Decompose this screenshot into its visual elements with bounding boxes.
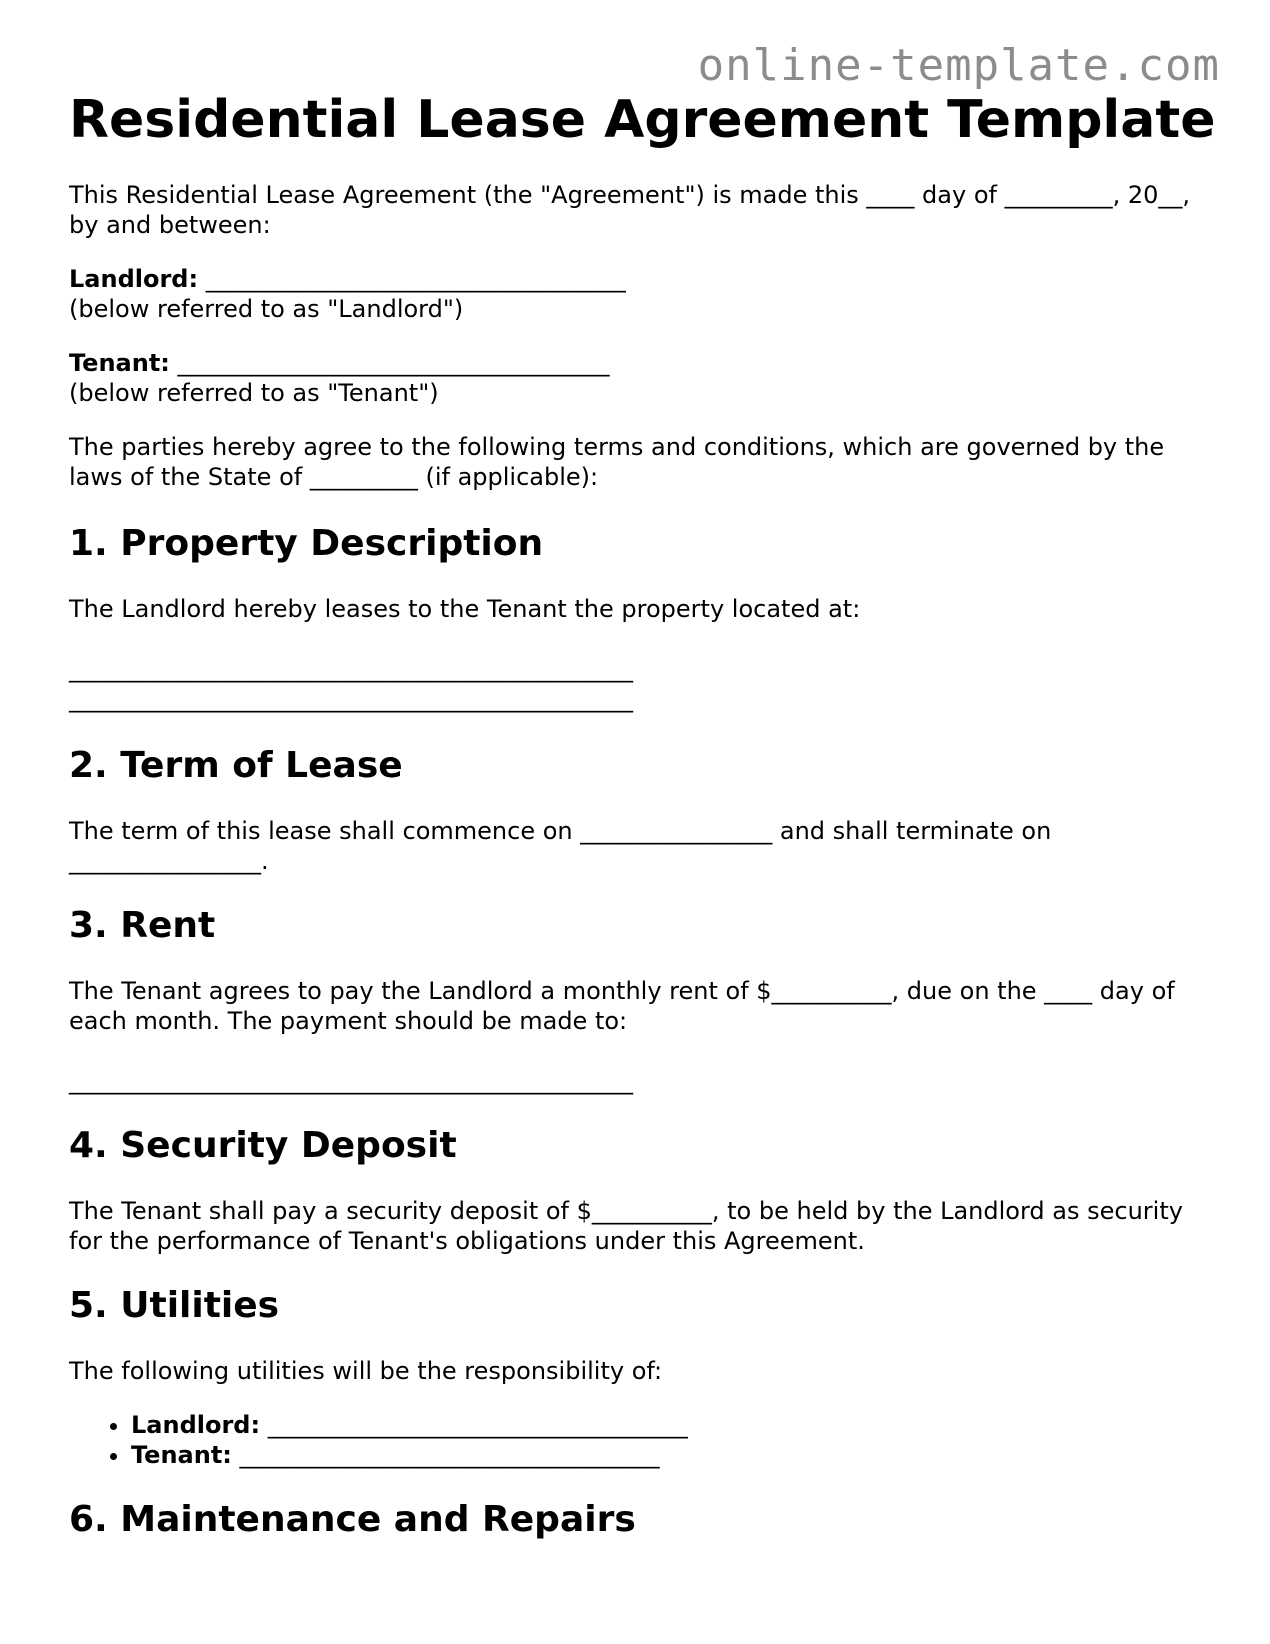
governing-law-paragraph: The parties hereby agree to the following terms and conditions, which are governed by the laws of the State of _________ (if applicable):: [69, 433, 1165, 491]
tenant-party: [69, 348, 1219, 408]
section-heading-deposit: 4. Security Deposit: [69, 1125, 457, 1166]
landlord-party: [69, 264, 1219, 324]
landlord-label: Landlord:: [69, 265, 199, 293]
property-address-line-2: _______________________________________________: [69, 685, 633, 713]
document-body: [69, 88, 1219, 1542]
rent-payee-line: _______________________________________________: [69, 1067, 633, 1095]
property-address-lines: [69, 654, 1219, 714]
section-heading-utilities: 5. Utilities: [69, 1285, 280, 1326]
landlord-note: (below referred to as "Landlord"): [69, 295, 464, 323]
utilities-tenant-label: Tenant:: [131, 1441, 232, 1469]
deposit-paragraph: The Tenant shall pay a security deposit of $__________, to be held by the Landlord as security for the performance of Tenant's obligations under this Agreement.: [69, 1197, 1183, 1255]
document-title: Residential Lease Agreement Template: [69, 90, 1216, 150]
tenant-note: (below referred to as "Tenant"): [69, 379, 439, 407]
intro-paragraph: This Residential Lease Agreement (the "Agreement") is made this ____ day of _________, 20__, by and between:: [69, 181, 1191, 239]
utilities-landlord-label: Landlord:: [131, 1411, 261, 1439]
utilities-paragraph: The following utilities will be the responsibility of:: [69, 1357, 663, 1385]
tenant-name-blank: ____________________________________: [177, 349, 610, 377]
rent-payee-lines: [69, 1066, 1219, 1096]
list-item: [131, 1440, 1219, 1470]
section-heading-rent: 3. Rent: [69, 905, 216, 946]
utilities-list: [69, 1410, 1219, 1470]
tenant-label: Tenant:: [69, 349, 170, 377]
landlord-name-blank: ___________________________________: [205, 265, 626, 293]
property-address-line-1: _______________________________________________: [69, 655, 633, 683]
section-heading-property: 1. Property Description: [69, 523, 544, 564]
utilities-landlord-blank: ___________________________________: [267, 1411, 688, 1439]
list-item: [131, 1410, 1219, 1440]
section-heading-maintenance: 6. Maintenance and Repairs: [69, 1499, 636, 1540]
section-heading-term: 2. Term of Lease: [69, 745, 403, 786]
rent-paragraph: The Tenant agrees to pay the Landlord a monthly rent of $__________, due on the ____ day of each month. The payment should be made to:: [69, 977, 1175, 1035]
watermark: online-template.com: [697, 40, 1220, 91]
utilities-tenant-blank: ___________________________________: [239, 1441, 660, 1469]
term-paragraph: The term of this lease shall commence on ________________ and shall terminate on ________________.: [69, 817, 1052, 875]
property-paragraph: The Landlord hereby leases to the Tenant the property located at:: [69, 595, 861, 623]
